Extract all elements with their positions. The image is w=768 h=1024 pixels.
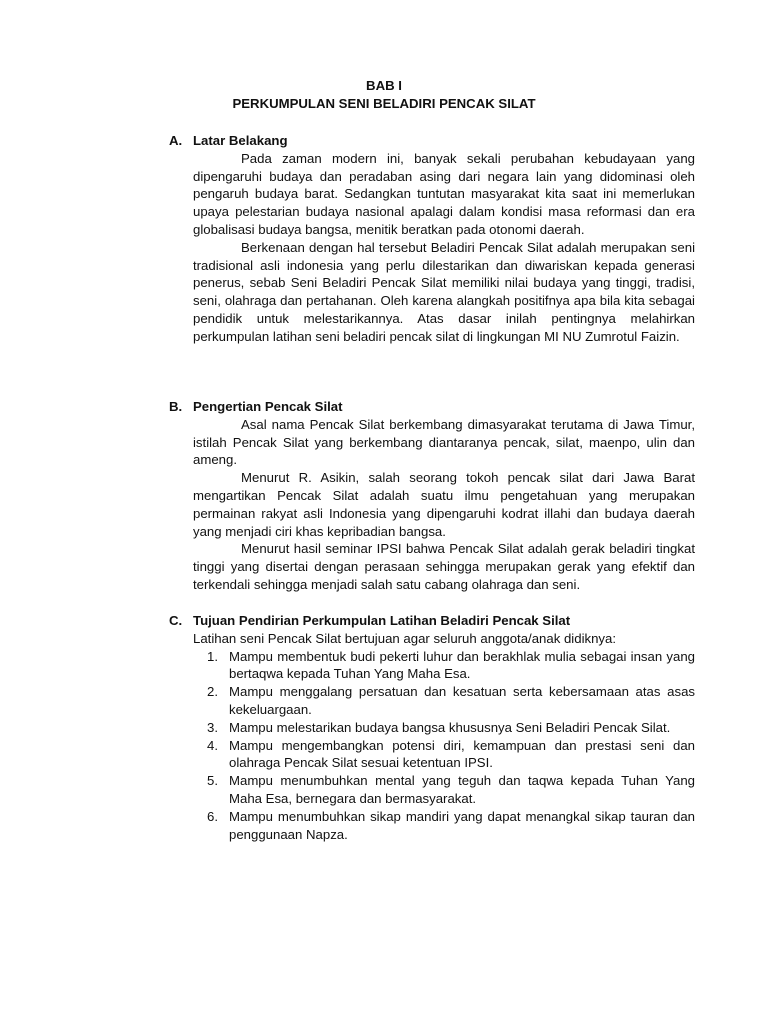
list-item <box>193 683 695 719</box>
section-heading <box>169 612 695 630</box>
list-intro: Latihan seni Pencak Silat bertujuan agar seluruh anggota/anak didiknya: <box>193 630 617 646</box>
list-item-text: Mampu menumbuhkan sikap mandiri yang dapat menangkal sikap tauran dan penggunaan Napza. <box>229 808 695 842</box>
paragraph: Pada zaman modern ini, banyak sekali perubahan kebudayaan yang dipengaruhi budaya dan peradaban asing dari negara lain yang didominasi oleh pengaruh budaya barat. Sedangkan tuntutan masyarakat kita saat ini memerlukan upaya pelestarian budaya nasional apalagi dalam kondisi masa reformasi dan era globalisasi budaya bangsa, menitik beratkan pada otonomi daerah. <box>193 150 695 237</box>
list-item-text: Mampu menumbuhkan mental yang teguh dan taqwa kepada Tuhan Yang Maha Esa, bernegara dan bermasyarakat. <box>229 773 695 806</box>
section-letter: B. <box>169 399 183 414</box>
section-tujuan-pendirian <box>169 612 695 843</box>
section-heading <box>169 132 695 150</box>
section-latar-belakang <box>169 132 695 346</box>
goals-list <box>193 648 695 844</box>
section-title: Tujuan Pendirian Perkumpulan Latihan Beladiri Pencak Silat <box>193 613 571 628</box>
section-title: Latar Belakang <box>193 133 288 148</box>
list-number: 4. <box>207 737 218 753</box>
section-pengertian-pencak-silat <box>169 398 695 594</box>
list-number: 3. <box>207 719 218 735</box>
paragraph: Asal nama Pencak Silat berkembang dimasyarakat terutama di Jawa Timur, istilah Pencak Silat yang berkembang diantaranya pencak, silat, maenpo, ulin dan ameng. <box>193 416 695 468</box>
list-item <box>193 808 695 844</box>
chapter-title: PERKUMPULAN SENI BELADIRI PENCAK SILAT <box>232 96 536 111</box>
list-item-text: Mampu membentuk budi pekerti luhur dan berakhlak mulia sebagai insan yang bertaqwa kepada Tuhan Yang Maha Esa. <box>229 648 695 682</box>
section-heading <box>169 398 695 416</box>
paragraph: Menurut hasil seminar IPSI bahwa Pencak Silat adalah gerak beladiri tingkat tinggi yang disertai dengan perasaan sehingga merupakan gerak yang efektif dan terkendali sehingga menjadi salah satu cabang olahraga dan seni. <box>193 541 695 592</box>
list-item <box>193 719 695 737</box>
paragraph: Menurut R. Asikin, salah seorang tokoh pencak silat dari Jawa Barat mengartikan Pencak Silat adalah suatu ilmu pengetahuan yang merupakan permainan rakyat asli Indonesia yang dipengaruhi kodrat illahi dan budaya daerah yang menjadi ciri khas kepribadian bangsa. <box>193 470 695 539</box>
list-item-text: Mampu melestarikan budaya bangsa khususnya Seni Beladiri Pencak Silat. <box>229 719 671 735</box>
list-number: 5. <box>207 773 218 789</box>
section-title: Pengertian Pencak Silat <box>193 399 343 414</box>
list-item <box>193 737 695 773</box>
list-item-text: Mampu menggalang persatuan dan kesatuan serta kebersamaan atas asas kekeluargaan. <box>229 684 695 717</box>
list-item-text: Mampu mengembangkan potensi diri, kemampuan dan prestasi seni dan olahraga Pencak Silat sesuai ketentuan IPSI. <box>229 737 695 771</box>
list-item <box>193 648 695 684</box>
paragraph: Berkenaan dengan hal tersebut Beladiri Pencak Silat adalah merupakan seni tradisional asli indonesia yang perlu dilestarikan dan diwariskan kepada generasi penerus, sebab Seni Beladiri Pencak Silat memiliki nilai budaya yang tinggi, tradisi, seni, olahraga dan pertahanan. Oleh karena alangkah positifnya apa bila kita sebagai pendidik untuk melestarikannya. Atas dasar inilah pentingnya melahirkan perkumpulan latihan seni beladiri pencak silat di lingkungan MI NU Zumrotul Faizin. <box>193 239 695 344</box>
list-number: 1. <box>207 648 218 664</box>
section-letter: C. <box>169 613 183 628</box>
chapter-label: BAB I <box>366 78 402 93</box>
list-number: 2. <box>207 684 218 700</box>
list-number: 6. <box>207 808 218 824</box>
section-letter: A. <box>169 133 183 148</box>
list-item <box>193 772 695 808</box>
